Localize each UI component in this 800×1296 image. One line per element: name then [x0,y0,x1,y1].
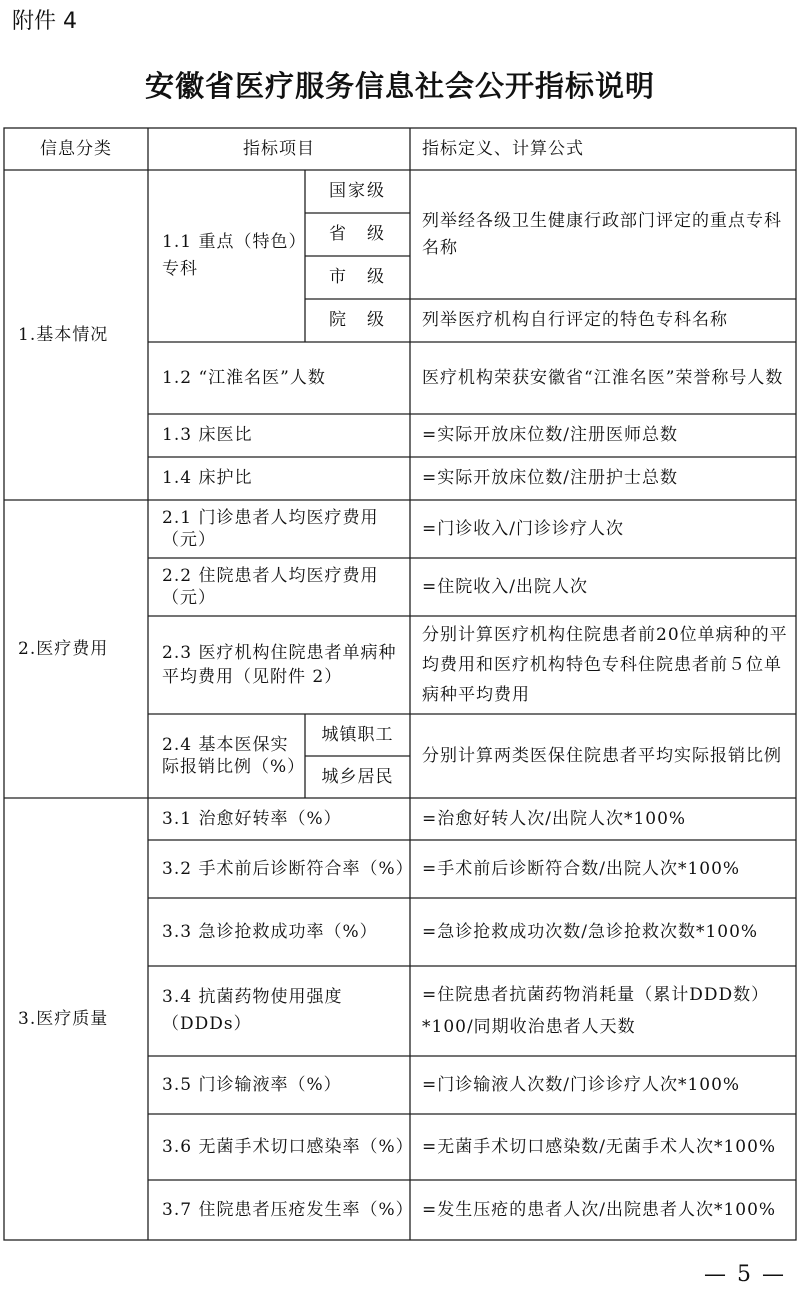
subitem-city: 市 级 [329,267,386,287]
definition-2-2: =住院收入/出院人次 [422,576,588,597]
definition-1-1-key: 列举经各级卫生健康行政部门评定的重点专科名称 [422,210,782,258]
category-cost: 2.医疗费用 [18,638,109,659]
definition-1-3: =实际开放床位数/注册医师总数 [422,425,678,445]
item-1-1: 1.1 重点（特色）专科 [162,232,298,279]
definition-2-3: 分别计算医疗机构住院患者前20位单病种的平均费用和医疗机构特色专科住院患者前５位单病种平均费用 [422,625,788,705]
item-3-6: 3.6 无菌手术切口感染率（%） [162,1137,414,1157]
definition-3-5: =门诊输液人次数/门诊诊疗人次*100% [422,1074,741,1095]
item-3-2: 3.2 手术前后诊断符合率（%） [162,859,414,879]
subitem-urban-employee: 城镇职工 [321,724,394,745]
category-basic: 1.基本情况 [18,324,109,345]
item-3-3: 3.3 急诊抢救成功率（%） [162,921,378,942]
subitem-national: 国家级 [329,181,386,201]
definition-2-1: =门诊收入/门诊诊疗人次 [422,518,624,539]
subitem-hospital: 院 级 [329,310,386,330]
category-quality: 3.医疗质量 [18,1008,109,1029]
definition-3-6: =无菌手术切口感染数/无菌手术人次*100% [422,1137,777,1157]
header-category: 信息分类 [40,138,112,159]
definition-3-1: =治愈好转人次/出院人次*100% [422,808,687,829]
definition-3-3: =急诊抢救成功次数/急诊抢救次数*100% [422,922,759,942]
definition-3-2: =手术前后诊断符合数/出院人次*100% [422,858,741,879]
definition-1-1-featured: 列举医疗机构自行评定的特色专科名称 [422,310,728,330]
subitem-province: 省 级 [329,224,386,244]
attachment-label: 附件 4 [12,9,77,34]
item-1-3: 1.3 床医比 [162,425,253,445]
definition-2-4: 分别计算两类医保住院患者平均实际报销比例 [422,746,782,766]
item-3-4: 3.4 抗菌药物使用强度（DDDs） [162,987,343,1034]
item-1-4: 1.4 床护比 [162,468,253,488]
header-definition: 指标定义、计算公式 [422,138,584,159]
page-title: 安徽省医疗服务信息社会公开指标说明 [144,69,655,103]
item-3-5: 3.5 门诊输液率（%） [162,1074,342,1095]
definition-3-4: =住院患者抗菌药物消耗量（累计DDD数）*100/同期收治患者人天数 [422,985,770,1037]
item-2-4: 2.4 基本医保实际报销比例（%） [162,735,306,777]
item-2-1: 2.1 门诊患者人均医疗费用（元） [162,508,379,550]
subitem-urban-rural-resident: 城乡居民 [321,766,394,787]
page-number: — 5 — [704,1262,786,1287]
item-2-2: 2.2 住院患者人均医疗费用（元） [162,566,379,608]
item-3-1: 3.1 治愈好转率（%） [162,808,342,829]
item-3-7: 3.7 住院患者压疮发生率（%） [162,1199,414,1220]
item-2-3: 2.3 医疗机构住院患者单病种平均费用（见附件 2） [162,643,397,687]
definition-1-4: =实际开放床位数/注册护士总数 [422,468,678,488]
item-1-2: 1.2 “江淮名医”人数 [162,367,326,388]
definition-1-2: 医疗机构荣获安徽省“江淮名医”荣誉称号人数 [422,367,784,388]
header-item: 指标项目 [243,138,315,159]
definition-3-7: =发生压疮的患者人次/出院患者人次*100% [422,1199,777,1220]
